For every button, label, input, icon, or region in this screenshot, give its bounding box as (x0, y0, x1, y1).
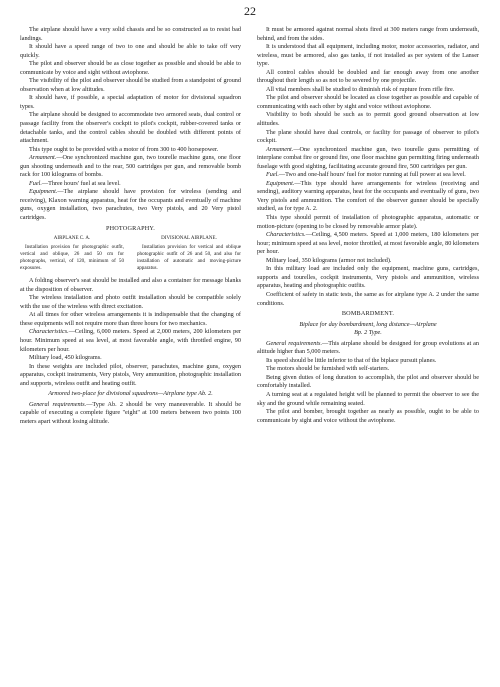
paragraph: This type should permit of installation of photographic apparatus, automatic or motion-picture (opening to be closed by removable armor plate). (257, 214, 479, 230)
paragraph: Its speed should be little inferior to that of the biplace pursuit planes. (266, 356, 437, 364)
photography-divisional (137, 235, 241, 272)
right-column (257, 26, 479, 425)
characteristics-label: Characteristics. (266, 231, 306, 239)
paragraph: A turning seat at a regulated height will be planned to permit the observer to see the sky and the ground while remaining seated. (257, 390, 479, 407)
paragraph: Military load, 450 kilograms. (29, 354, 102, 362)
page-number: 22 (244, 4, 256, 18)
photography-heading: PHOTOGRAPHY. (105, 224, 156, 232)
paragraph: The wireless installation and photo outfit installation should be compatible solely with the use of the wireless with direct excitation. (20, 294, 241, 310)
characteristics-text: —Ceiling, 6,000 meters. Speed at 2,000 meters, 200 kilometers per hour. Minimum speed at sea level, at most favorable angle, with throttled engine, 90 kilometers per hour. (20, 328, 241, 353)
paragraph: In this military load are included only the equipment, machine guns, cartridges, supports and tourelles, cockpit instruments, Very pistols and ammunition, wireless apparatus, heating and photographic outfits. (257, 265, 479, 290)
paragraph: It must be armored against normal shots fired at 300 meters range from underneath, behind, and from the sides. (257, 26, 479, 42)
armament-paragraph (20, 154, 241, 180)
photography-divisional-heading: DIVISIONAL AIRPLANE. (161, 236, 217, 242)
armament-text: —One synchronized machine gun, two tourelle guns permitting of interplane combat fire or ground fire, one floor machine gun permitting firing underneath fuselage with good sighting, facilitating accurate ground fire, 500 cartridges per gun. (257, 145, 479, 170)
paragraph: It is understood that all equipment, including motor, motor accessories, radiator, and wireless, must be armored, also gas tanks, if not installed as per system of the Lanser type. (257, 43, 479, 68)
paragraph: Visibility to both should be such as to permit good ground observation at low altitudes. (257, 111, 479, 128)
paragraph: The pilot and observer should be as close together as possible and should be able to communicate by voice and sight without aviophone. (20, 60, 241, 76)
paragraph: The plane should have dual controls, or facility for passage of observer to pilot's cockpit. (257, 128, 479, 145)
bombardment-subheading-line2: Bp. 2 Type. (354, 329, 382, 337)
fuel-label: Fuel. (266, 171, 279, 179)
paragraph: Being given duties of long duration to accomplish, the pilot and observer should be comfortably installed. (257, 373, 479, 390)
general-requirements-paragraph (20, 401, 241, 427)
equipment-text: —The airplane should have provision for wireless (sending and receiving), Klaxon warning apparatus, heat for the occupants and eventually of machine guns, oxygen installation, two parachutes, two Very pistols, and 20 Very pistol cartridges. (20, 188, 241, 222)
characteristics-paragraph (257, 231, 479, 257)
paragraph: The airplane should have a very solid chassis and be so constructed as to resist bad landings. (20, 26, 241, 42)
photography-ca-text: Installation provision for photographic outfit, vertical and oblique, 26 and 50 cm for photographs, vertical, of 120, minimum of 50 exposures. (20, 244, 124, 272)
photography-airplane-ca (20, 235, 124, 272)
paragraph: At all times for other wireless arrangements it is indispensable that the changing of these equipments will not require more than three hours for two mechanics. (20, 311, 241, 327)
paragraph: All vital members shall be studied to diminish risk of rupture from rifle fire. (266, 85, 455, 93)
paragraph: The pilot and observer should be located as close together as possible and capable of communicating with each other by sight and voice without aviophone. (257, 94, 479, 110)
general-requirements-paragraph (257, 340, 479, 357)
paragraph: Military load, 350 kilograms (armor not included). (266, 256, 392, 264)
characteristics-paragraph (20, 328, 241, 354)
equipment-label: Equipment. (29, 188, 58, 196)
equipment-text: —This type should have arrangements for wireless (receiving and sending), auditory warning apparatus, heat for the occupants and eventually of guns, two Very pistols and ammunition. The comfort of the observer gunner should be specially studied, as for type A. 2. (257, 179, 479, 213)
paragraph: The motors should be furnished with self-starters. (266, 365, 390, 373)
paragraph: Coefficient of safety in static tests, the same as for airplane type A. 2 under the same conditions. (257, 290, 479, 307)
paragraph: The airplane should be designed to accommodate two armored seats, dual control or passage facility from the observer's cockpit to pilot's cockpit, rubber-covered tanks or detachable tanks, and the control cables should be doubled with different points of attachment. (20, 111, 241, 145)
fuel-text: —Two and one-half hours' fuel for motor running at full power at sea level. (278, 171, 466, 179)
characteristics-label: Characteristics. (29, 328, 69, 336)
photography-divisional-text: Installation provision for vertical and oblique photographic outfit of 26 and 50, and also for installation of automatic and moving-picture apparatus. (137, 244, 241, 272)
general-requirements-label: General requirements. (266, 339, 322, 347)
paragraph: It should have a speed range of two to one and should be able to take off very quickly. (20, 43, 241, 59)
paragraph: The pilot and bomber, brought together as nearly as possible, ought to be able to communicate by sight and voice without the aviophone. (257, 408, 479, 424)
paragraph: In these weights are included pilot, observer, parachutes, machine guns, oxygen apparatus, cockpit instruments, Very pistols, Very ammunition, photographic installation and supports, wireless outfit and heating outfit. (20, 362, 241, 387)
equipment-paragraph (257, 180, 479, 214)
paragraph: This type ought to be provided with a motor of from 300 to 400 horsepower. (29, 145, 219, 153)
general-requirements-text: —This airplane should be designed for group evolutions at an altitude higher than 5,000 meters. (257, 339, 480, 356)
fuel-paragraph (20, 180, 241, 189)
fuel-label: Fuel. (29, 179, 42, 187)
equipment-label: Equipment. (266, 179, 295, 187)
fuel-text: —Three hours' fuel at sea level. (41, 179, 121, 187)
bombardment-subheading (257, 321, 479, 338)
general-requirements-text: —Type Ab. 2 should be very maneuverable. It should be capable of executing a complete figure "eight" at 100 meters between two points 100 meters apart without losing altitude. (20, 400, 241, 425)
paragraph: All control cables should be doubled and far enough away from one another throughout their length so as not to be severed by one projectile. (257, 68, 479, 85)
paragraph: A folding observer's seat should be installed and also a container for message blanks at the disposition of observer. (20, 277, 241, 293)
photography-columns (20, 235, 241, 272)
general-requirements-label: General requirements. (29, 400, 87, 408)
fuel-paragraph (257, 171, 479, 180)
armored-subheading: Armored two-place for divisional squadrons—Airplane type Ab. 2. (48, 390, 213, 398)
characteristics-text: —Ceiling, 4,500 meters. Speed at 1,000 meters, 180 kilometers per hour; minimum speed at sea level, motor throttled, at most favorable angle, 80 kilometers per hour. (257, 231, 479, 256)
armament-label: Armament. (29, 154, 57, 162)
paragraph: The visibility of the pilot and observer should be studied from a standpoint of ground observation when at low altitudes. (20, 77, 241, 93)
armament-paragraph (257, 146, 479, 172)
photography-ca-heading: AIRPLANE C. A. (53, 236, 91, 242)
armament-text: —One synchronized machine gun, two tourelle machine guns, one floor gun shooting underneath and to the rear, 500 cartridges per gun, and removable bomb rack for 100 kilograms of bombs. (20, 154, 241, 179)
bombardment-heading: BOMBARDMENT. (341, 310, 395, 318)
equipment-paragraph (20, 188, 241, 222)
armament-label: Armament. (266, 145, 294, 153)
left-column (20, 26, 241, 426)
bombardment-subheading-line1: Biplace for day bombardment, long distance—Airplane (299, 320, 437, 328)
paragraph: It should have, if possible, a special adaptation of motor for divisional squadron types. (20, 94, 241, 110)
